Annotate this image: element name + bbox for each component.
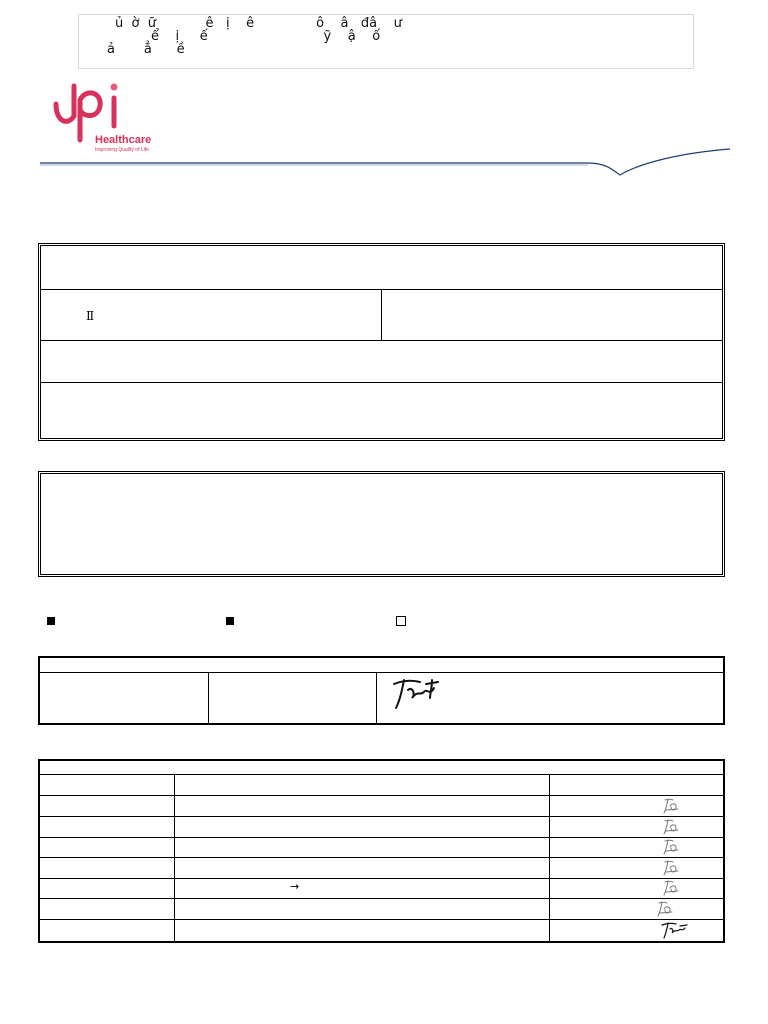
sig-cell-2[interactable] <box>209 673 376 723</box>
notice-line-1: ủ ờ ữ ê ị ê ô â đâ ư <box>115 16 402 31</box>
handwritten-signature <box>660 920 688 940</box>
sig-cell-1[interactable] <box>40 673 208 723</box>
initials-signature <box>662 859 682 877</box>
log-row-divider <box>40 898 723 899</box>
initials-signature <box>662 797 682 815</box>
log-col-divider-2 <box>549 774 550 941</box>
initials-signature <box>656 900 676 918</box>
log-col-divider-1 <box>174 774 175 941</box>
notes-box[interactable] <box>38 471 725 577</box>
company-logo <box>50 82 180 152</box>
log-row-divider <box>40 857 723 858</box>
log-row-divider <box>40 837 723 838</box>
notice-box <box>78 14 694 69</box>
info-field-row4[interactable] <box>41 382 722 438</box>
notice-line-3: ả ẳ ề <box>107 42 185 57</box>
info-field-right[interactable] <box>382 289 722 340</box>
arrow-icon: → <box>290 880 300 893</box>
log-row-divider <box>40 878 723 879</box>
info-field-title[interactable] <box>41 246 722 289</box>
checkbox-option-3[interactable] <box>396 616 406 626</box>
logo-healthcare-text: Healthcare <box>95 134 152 146</box>
logo-tagline: Improving Quality of Life <box>95 147 149 153</box>
info-table <box>38 243 725 441</box>
checkbox-option-1[interactable] <box>47 617 55 625</box>
checkbox-option-2[interactable] <box>226 617 234 625</box>
info-field-row3[interactable] <box>41 340 722 382</box>
handwritten-signature <box>390 676 442 710</box>
info-field-left[interactable] <box>41 289 381 340</box>
initials-signature <box>662 879 682 897</box>
log-header-divider <box>40 795 723 796</box>
notice-line-2: ể ị ế ỹ ậ ố <box>151 29 381 44</box>
roman-numeral-mark: Ⅱ <box>86 309 95 323</box>
log-table <box>38 759 725 943</box>
sig-col-divider-2 <box>376 672 377 723</box>
header-rule <box>40 145 730 185</box>
log-row-divider <box>40 816 723 817</box>
initials-signature <box>662 818 682 836</box>
log-row-divider <box>40 919 723 920</box>
log-title-divider <box>40 774 723 775</box>
approval-signature-table <box>38 656 725 725</box>
initials-signature <box>662 838 682 856</box>
